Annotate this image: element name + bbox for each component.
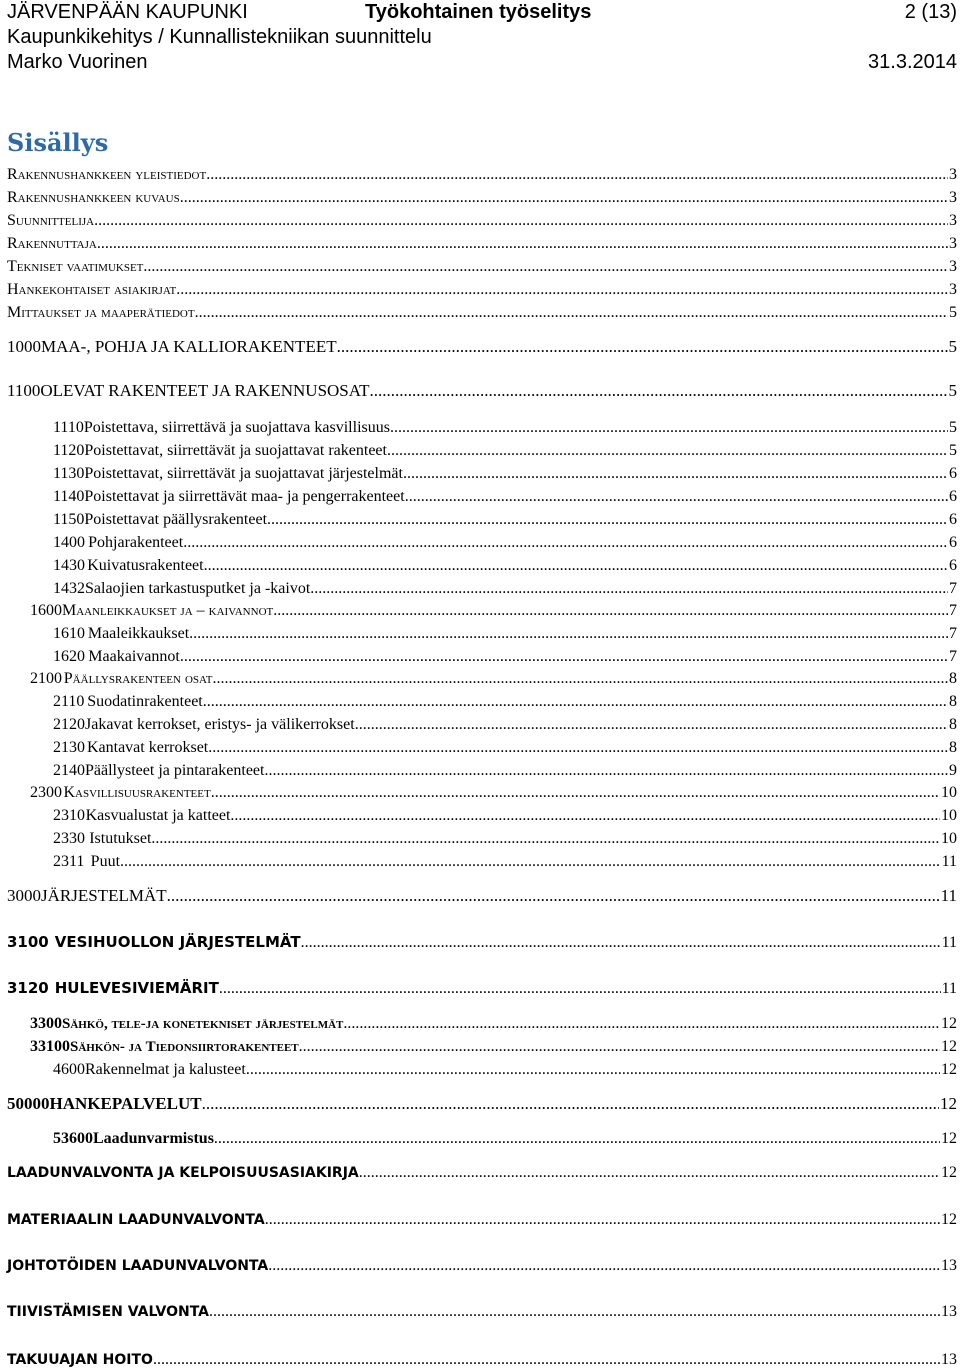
- toc-dot-leader: [189, 624, 948, 644]
- toc-entry[interactable]: [0, 257, 960, 277]
- toc-entry-number: 1432: [53, 579, 85, 599]
- toc-entry-title: Salaojien tarkastusputket ja -kaivot: [85, 579, 310, 599]
- header-row-2: [7, 25, 957, 50]
- toc-entry-page: 12: [940, 1014, 960, 1034]
- toc-entry-number: 2330: [53, 829, 89, 849]
- toc-dot-leader: [211, 783, 940, 803]
- toc-entry-page: 13: [940, 1302, 960, 1322]
- toc-entry-page: 5: [948, 381, 960, 401]
- header-row-3: [7, 50, 957, 75]
- toc-entry-number: 4600: [53, 1060, 85, 1080]
- toc-entry-title: Istutukset: [89, 829, 151, 849]
- toc-entry-page: 8: [948, 738, 960, 758]
- toc-entry-title: Kuivatusrakenteet: [87, 556, 203, 576]
- toc-entry[interactable]: [0, 1350, 960, 1370]
- toc-dot-leader: [246, 1060, 940, 1080]
- toc-entry-page: 6: [948, 487, 960, 507]
- toc-entry-page: 6: [948, 533, 960, 553]
- toc-entry[interactable]: [0, 932, 960, 952]
- toc-entry[interactable]: [0, 1037, 960, 1057]
- toc-entry-title: Tekniset vaatimukset: [7, 257, 143, 277]
- toc-entry[interactable]: [0, 978, 960, 998]
- toc-entry-title: Rakennushankkeen kuvaus: [7, 188, 180, 208]
- toc-dot-leader: [405, 487, 948, 507]
- toc-entry[interactable]: [0, 761, 960, 781]
- toc-entry-title: MATERIAALIN LAADUNVALVONTA: [7, 1210, 265, 1230]
- toc-entry-title: Maanleikkaukset ja – kaivannot: [62, 601, 273, 621]
- toc-entry-title: Poistettavat ja siirrettävät maa- ja pengerrakenteet: [84, 487, 404, 507]
- toc-entry-page: 3: [948, 280, 960, 300]
- toc-dot-leader: [390, 418, 948, 438]
- toc-entry[interactable]: [0, 1210, 960, 1230]
- toc-entry-page: 13: [940, 1350, 960, 1370]
- toc-entry-page: 3: [948, 188, 960, 208]
- toc-dot-leader: [180, 188, 948, 208]
- toc-dot-leader: [268, 1256, 940, 1276]
- toc-entry[interactable]: [0, 806, 960, 826]
- toc-dot-leader: [265, 1210, 940, 1230]
- toc-entry-page: 3: [948, 211, 960, 231]
- toc-dot-leader: [176, 280, 948, 300]
- toc-entry-title: Hankekohtaiset asiakirjat: [7, 280, 176, 300]
- toc-dot-leader: [301, 933, 941, 953]
- toc-dot-leader: [359, 1163, 940, 1183]
- header-row-1: [7, 0, 957, 25]
- toc-dot-leader: [204, 556, 948, 576]
- toc-entry-title: Suunnittelija: [7, 211, 94, 231]
- toc-entry-title: Kasvillisuusrakenteet: [63, 783, 210, 803]
- toc-entry-page: 7: [948, 624, 960, 644]
- toc-entry-page: 10: [940, 829, 960, 849]
- toc-dot-leader: [264, 761, 948, 781]
- toc-dot-leader: [403, 464, 948, 484]
- toc-dot-leader: [167, 886, 940, 906]
- header-department: Kaupunkikehitys / Kunnallistekniikan suunnittelu: [7, 25, 432, 50]
- toc-entry-number: 1150: [53, 510, 84, 530]
- toc-entry-number: 1000: [7, 337, 41, 357]
- toc-entry-title: Päällysteet ja pintarakenteet: [85, 761, 264, 781]
- toc-entry-page: 8: [948, 715, 960, 735]
- toc-heading: Sisällys: [7, 126, 108, 160]
- toc-entry-number: 3100: [7, 932, 49, 952]
- toc-entry-number: 1600: [30, 601, 62, 621]
- toc-entry-title: MAA-, POHJA JA KALLIORAKENTEET: [41, 337, 337, 357]
- toc-entry-number: 2140: [53, 761, 85, 781]
- toc-entry-number: 2100: [30, 669, 64, 689]
- toc-dot-leader: [203, 692, 948, 712]
- toc-entry-title: TIIVISTÄMISEN VALVONTA: [7, 1302, 209, 1322]
- toc-entry[interactable]: [0, 829, 960, 849]
- toc-entry-title: Sähkön- ja Tiedonsiirtorakenteet: [70, 1037, 299, 1057]
- toc-entry[interactable]: [0, 533, 960, 553]
- toc-dot-leader: [143, 257, 948, 277]
- toc-entry-title: Rakennushankkeen yleistiedot: [7, 165, 206, 185]
- toc-entry-title: Jakavat kerrokset, eristys- ja välikerrokset: [85, 715, 355, 735]
- toc-entry[interactable]: [0, 647, 960, 667]
- page-header: [7, 0, 957, 75]
- toc-entry-title: JOHTOTÖIDEN LAADUNVALVONTA: [7, 1256, 268, 1276]
- toc-entry-number: 3000: [7, 886, 41, 906]
- toc-entry-title: Laadunvarmistus: [93, 1129, 214, 1149]
- toc-entry-number: 1110: [53, 418, 84, 438]
- toc-entry-title: Poistettavat päällysrakenteet: [84, 510, 267, 530]
- toc-entry[interactable]: [0, 464, 960, 484]
- toc-entry-title: Kasvualustat ja katteet: [86, 806, 231, 826]
- toc-entry[interactable]: [0, 886, 960, 906]
- toc-entry-page: 3: [948, 234, 960, 254]
- toc-entry[interactable]: [0, 487, 960, 507]
- toc-entry[interactable]: [0, 1014, 960, 1034]
- toc-entry-page: 12: [940, 1129, 960, 1149]
- toc-entry-title: Poistettavat, siirrettävät ja suojattavat rakenteet: [84, 441, 387, 461]
- toc-entry[interactable]: [0, 303, 960, 323]
- toc-dot-leader: [151, 829, 940, 849]
- toc-entry-number: 2311: [53, 852, 91, 872]
- toc-entry-title: Rakennuttaja: [7, 234, 97, 254]
- toc-dot-leader: [214, 1129, 940, 1149]
- toc-entry[interactable]: [0, 188, 960, 208]
- toc-dot-leader: [343, 1014, 940, 1034]
- toc-entry-number: 1430: [53, 556, 87, 576]
- toc-dot-leader: [310, 579, 948, 599]
- toc-entry[interactable]: [0, 234, 960, 254]
- toc-entry[interactable]: [0, 783, 960, 803]
- toc-dot-leader: [299, 1037, 940, 1057]
- toc-dot-leader: [209, 1302, 940, 1322]
- toc-entry-title: LAADUNVALVONTA JA KELPOISUUSASIAKIRJA: [7, 1163, 359, 1183]
- toc-entry[interactable]: [0, 738, 960, 758]
- header-org: JÄRVENPÄÄN KAUPUNKI: [7, 0, 248, 25]
- toc-entry-title: Maakaivannot: [88, 647, 180, 667]
- toc-entry-number: 1140: [53, 487, 84, 507]
- toc-entry-page: 3: [948, 257, 960, 277]
- toc-entry-number: 1130: [53, 464, 84, 484]
- toc-entry-page: 5: [948, 337, 960, 357]
- toc-dot-leader: [219, 979, 941, 999]
- toc-entry-page: 8: [948, 692, 960, 712]
- toc-entry-title: HANKEPALVELUT: [50, 1094, 202, 1114]
- toc-entry-page: 7: [948, 579, 960, 599]
- toc-dot-leader: [337, 337, 948, 357]
- toc-entry-number: 2120: [53, 715, 85, 735]
- header-page-number: 2 (13): [905, 0, 957, 25]
- toc-dot-leader: [230, 806, 940, 826]
- toc-entry-number: 1400: [53, 533, 88, 553]
- toc-entry[interactable]: [0, 1129, 960, 1149]
- toc-entry-title: OLEVAT RAKENTEET JA RAKENNUSOSAT: [40, 381, 369, 401]
- toc-entry[interactable]: [0, 510, 960, 530]
- toc-entry-title: Suodatinrakenteet: [87, 692, 203, 712]
- toc-entry-page: 9: [948, 761, 960, 781]
- toc-entry-title: Pohjarakenteet: [88, 533, 183, 553]
- toc-entry-page: 12: [940, 1210, 960, 1230]
- toc-entry-title: Puut: [91, 852, 120, 872]
- toc-entry-number: 1620: [53, 647, 88, 667]
- toc-dot-leader: [370, 381, 948, 401]
- toc-entry[interactable]: [0, 556, 960, 576]
- toc-entry-page: 11: [941, 979, 960, 999]
- toc-entry-title: Maaleikkaukset: [88, 624, 189, 644]
- toc-entry-number: 53600: [53, 1129, 93, 1149]
- toc-dot-leader: [355, 715, 948, 735]
- toc-entry[interactable]: [0, 1060, 960, 1080]
- toc-entry-page: 10: [940, 806, 960, 826]
- toc-entry-title: Päällysrakenteen osat: [64, 669, 213, 689]
- toc-entry-page: 6: [948, 510, 960, 530]
- toc-entry-page: 12: [939, 1094, 960, 1114]
- toc-entry-title: Sähkö, tele-ja konetekniset järjestelmät: [62, 1014, 343, 1034]
- toc-entry[interactable]: [0, 337, 960, 357]
- toc-entry-number: 1120: [53, 441, 84, 461]
- toc-dot-leader: [387, 441, 948, 461]
- toc-entry-page: 5: [948, 441, 960, 461]
- toc-entry-page: 11: [940, 886, 960, 906]
- toc-dot-leader: [97, 234, 948, 254]
- toc-entry-page: 6: [948, 464, 960, 484]
- toc-entry[interactable]: [0, 601, 960, 621]
- toc-dot-leader: [208, 738, 948, 758]
- toc-entry-title: TAKUUAJAN HOITO: [7, 1350, 153, 1370]
- toc-entry-number: 1100: [7, 381, 40, 401]
- toc-dot-leader: [273, 601, 948, 621]
- header-date: 31.3.2014: [868, 50, 957, 75]
- toc-dot-leader: [94, 211, 948, 231]
- toc-dot-leader: [267, 510, 948, 530]
- toc-entry-title: Kantavat kerrokset: [87, 738, 208, 758]
- toc-entry[interactable]: [0, 1163, 960, 1183]
- toc-entry-page: 5: [948, 418, 960, 438]
- toc-entry[interactable]: [0, 418, 960, 438]
- toc-entry[interactable]: [0, 1302, 960, 1322]
- toc-entry-title: Poistettavat, siirrettävät ja suojattavat järjestelmät: [84, 464, 403, 484]
- toc-entry-page: 10: [940, 783, 960, 803]
- toc-dot-leader: [195, 303, 948, 323]
- toc-entry-number: 2310: [53, 806, 86, 826]
- toc-entry[interactable]: [0, 715, 960, 735]
- toc-entry[interactable]: [0, 441, 960, 461]
- toc-entry[interactable]: [0, 579, 960, 599]
- toc-entry-page: 8: [948, 669, 960, 689]
- toc-entry-number: 2110: [53, 692, 87, 712]
- toc-entry-page: 7: [948, 601, 960, 621]
- toc-entry-number: 3120: [7, 978, 49, 998]
- toc-dot-leader: [202, 1094, 939, 1114]
- toc-entry-title: Poistettava, siirrettävä ja suojattava kasvillisuus: [84, 418, 390, 438]
- toc-entry-number: 2300: [30, 783, 63, 803]
- toc-entry-title: HULEVESIVIEMÄRIT: [55, 978, 219, 998]
- toc-entry-page: 13: [940, 1256, 960, 1276]
- toc-entry-page: 7: [948, 647, 960, 667]
- toc-entry-page: 12: [940, 1037, 960, 1057]
- toc-entry-number: 1610: [53, 624, 88, 644]
- toc-entry-title: VESIHUOLLON JÄRJESTELMÄT: [55, 932, 301, 952]
- toc-entry[interactable]: [0, 852, 960, 872]
- toc-entry-page: 12: [940, 1060, 960, 1080]
- toc-dot-leader: [120, 852, 941, 872]
- toc-entry-number: 3300: [30, 1014, 62, 1034]
- toc-entry-number: 33100: [30, 1037, 70, 1057]
- header-doc-title: Työkohtainen työselitys: [365, 0, 591, 25]
- toc-entry-title: Mittaukset ja maaperätiedot: [7, 303, 195, 323]
- toc-entry-title: JÄRJESTELMÄT: [41, 886, 167, 906]
- toc-entry-page: 3: [948, 165, 960, 185]
- toc-entry[interactable]: [0, 381, 960, 401]
- toc-entry-page: 12: [940, 1163, 960, 1183]
- toc-entry-page: 11: [941, 933, 960, 953]
- toc-entry[interactable]: [0, 669, 960, 689]
- header-author: Marko Vuorinen: [7, 50, 147, 75]
- toc-entry[interactable]: [0, 211, 960, 231]
- toc-entry-number: 2130: [53, 738, 87, 758]
- toc-entry-page: 11: [941, 852, 960, 872]
- toc-dot-leader: [153, 1350, 940, 1370]
- toc-entry-title: Rakennelmat ja kalusteet: [85, 1060, 246, 1080]
- toc-entry[interactable]: [0, 1094, 960, 1114]
- toc-entry-page: 5: [948, 303, 960, 323]
- toc-entry[interactable]: [0, 165, 960, 185]
- toc-dot-leader: [212, 669, 948, 689]
- toc-dot-leader: [180, 647, 948, 667]
- toc-dot-leader: [206, 165, 948, 185]
- toc-entry[interactable]: [0, 280, 960, 300]
- toc-entry[interactable]: [0, 692, 960, 712]
- toc-entry-page: 6: [948, 556, 960, 576]
- toc-entry-number: 50000: [7, 1094, 50, 1114]
- toc-entry[interactable]: [0, 1256, 960, 1276]
- toc-dot-leader: [183, 533, 948, 553]
- toc-entry[interactable]: [0, 624, 960, 644]
